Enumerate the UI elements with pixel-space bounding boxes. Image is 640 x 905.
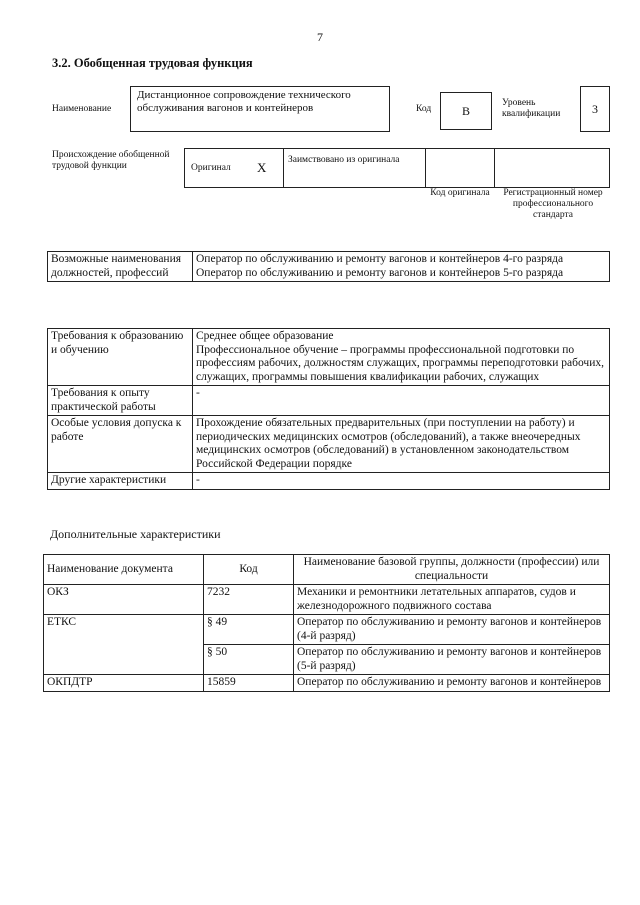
header-code: Код [204,555,294,585]
code-value: B [461,103,470,118]
reg-number-caption: Регистрационный номер профессионального стандарта [503,188,603,220]
position-line-2: Оператор по обслуживанию и ремонту вагонов и контейнеров 5-го разряда [196,266,564,279]
requirement-value: Среднее общее образование Профессиональное обучение – программы профессиональной подготовки по профессиям рабочих, должностям служащих, программы переподготовки рабочих, служащих, программы повышения квалификации рабочих, служащих [193,329,610,386]
doc-cell: ОКЗ [44,585,204,615]
requirement-value: Прохождение обязательных предварительных (при поступлении на работу) и периодических медицинских осмотров (обследований), а также внеочередных медицинских осмотров (обследований) в установленном законодательством Российской Федерации порядке [193,416,610,473]
code-value-box [440,92,492,130]
requirement-row [48,386,610,416]
name-cell: Механики и ремонтники летательных аппаратов, судов и железнодорожного подвижного состава [294,585,610,615]
positions-label: Возможные наименования должностей, профессий [48,252,193,282]
requirement-row [48,473,610,490]
additional-header-row [44,555,610,585]
code-original-caption: Код оригинала [430,188,490,198]
level-value-box [580,86,610,132]
name-cell: Оператор по обслуживанию и ремонту вагонов и контейнеров [294,675,610,692]
doc-cell: ЕТКС [44,615,204,675]
requirements-table [47,328,610,490]
name-label: Наименование [52,104,112,114]
positions-row [48,252,610,282]
requirement-row [48,416,610,473]
requirement-label: Требования к образованию и обучению [48,329,193,386]
requirement-label: Особые условия допуска к работе [48,416,193,473]
original-label: Оригинал [191,163,231,173]
original-mark: X [257,160,267,175]
code-original-cell [425,148,495,188]
table-row [44,585,610,615]
additional-title: Дополнительные характеристики [50,527,221,541]
code-cell: 15859 [204,675,294,692]
requirement-value: - [193,473,610,490]
name-cell: Оператор по обслуживанию и ремонту вагонов и контейнеров (5-й разряд) [294,645,610,675]
header-doc: Наименование документа [44,555,204,585]
function-name-value: Дистанционное сопровождение технического обслуживания вагонов и контейнеров [137,89,351,114]
table-row [44,615,610,645]
borrowed-label: Заимствовано из оригинала [288,155,400,165]
level-label: Уровень квалификации [502,98,561,119]
requirement-value: - [193,386,610,416]
requirement-label: Требования к опыту практической работы [48,386,193,416]
function-name-box [130,86,390,132]
requirement-row [48,329,610,386]
code-cell: § 49 [204,615,294,645]
original-cell [184,148,284,188]
code-cell: 7232 [204,585,294,615]
positions-table [47,251,610,282]
origin-label: Происхождение обобщенной трудовой функции [52,150,170,171]
level-value: 3 [592,101,598,116]
header-name: Наименование базовой группы, должности (профессии) или специальности [294,555,610,585]
additional-table [43,554,610,692]
code-label: Код [416,104,432,114]
requirement-label: Другие характеристики [48,473,193,490]
section-title: 3.2. Обобщенная трудовая функция [52,56,253,70]
position-line-1: Оператор по обслуживанию и ремонту вагонов и контейнеров 4-го разряда [196,253,564,265]
positions-values [193,252,610,282]
borrowed-cell [283,148,426,188]
name-cell: Оператор по обслуживанию и ремонту вагонов и контейнеров (4-й разряд) [294,615,610,645]
table-row [44,675,610,692]
code-cell: § 50 [204,645,294,675]
page-number: 7 [317,30,323,44]
reg-number-cell [494,148,610,188]
doc-cell: ОКПДТР [44,675,204,692]
